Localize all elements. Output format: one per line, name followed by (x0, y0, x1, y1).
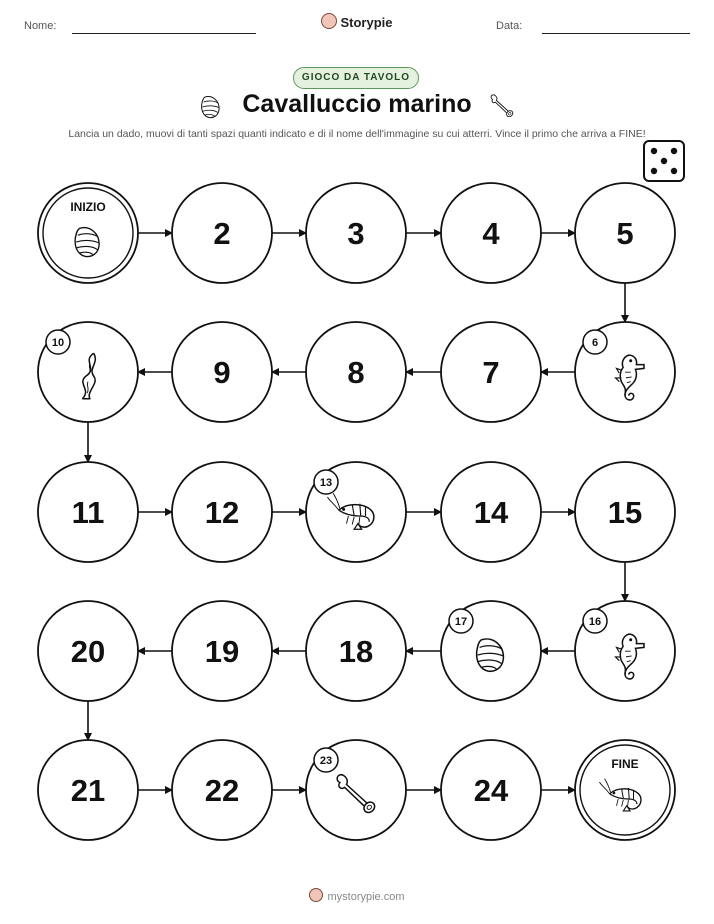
space-number: 3 (347, 216, 365, 251)
board-space-20 (38, 601, 138, 701)
space-number: 17 (454, 616, 468, 628)
board-space-5 (575, 183, 675, 283)
footer-text: mystorypie.com (327, 891, 405, 903)
bone-icon (491, 95, 514, 118)
space-number: 13 (319, 477, 333, 489)
space-number: 16 (588, 616, 602, 628)
board-space-22 (172, 740, 272, 840)
instructions: Lancia un dado, muovi di tanti spazi quanti indicato e di il nome dell'immagine su cui atterri. Vince il primo che arriva a FINE! (68, 128, 646, 140)
brand-name: Storypie (340, 15, 393, 30)
space-number: 10 (51, 337, 65, 349)
bonus-icons (202, 95, 514, 118)
space-number: 22 (204, 773, 240, 808)
board-space-18 (306, 601, 406, 701)
space-circle (575, 740, 675, 840)
storypie-logo-icon (309, 888, 323, 902)
space-number: 7 (482, 355, 500, 390)
board-space-2 (172, 183, 272, 283)
board-space-1 (38, 183, 138, 283)
board-space-17 (441, 601, 541, 701)
space-number: 23 (319, 755, 333, 767)
shell-icon (202, 97, 219, 118)
space-number: 8 (347, 355, 365, 390)
space-number: 14 (473, 495, 509, 530)
board-space-9 (172, 322, 272, 422)
board-space-24 (441, 740, 541, 840)
space-number: 2 (213, 216, 231, 251)
space-number: 4 (482, 216, 500, 251)
name-label: Nome: (24, 20, 57, 32)
page-title: Cavalluccio marino (242, 90, 472, 118)
space-number: 21 (70, 773, 106, 808)
date-label: Data: (496, 20, 523, 32)
space-number: 5 (616, 216, 634, 251)
board-space-6 (575, 322, 675, 422)
board-space-14 (441, 462, 541, 562)
board-space-7 (441, 322, 541, 422)
space-number: 24 (473, 773, 509, 808)
space-number: 11 (71, 495, 105, 530)
board-space-11 (38, 462, 138, 562)
game-type-badge: GIOCO DA TAVOLO (293, 67, 419, 89)
footer-url[interactable] (0, 888, 714, 903)
board-space-8 (306, 322, 406, 422)
board-space-10 (38, 322, 138, 422)
board-space-4 (441, 183, 541, 283)
end-label: FINE (611, 757, 639, 771)
space-number: 18 (338, 634, 374, 669)
board-space-12 (172, 462, 272, 562)
start-label: INIZIO (70, 200, 106, 214)
space-number: 20 (70, 634, 106, 669)
board-spaces (38, 183, 675, 840)
space-number: 19 (204, 634, 240, 669)
board-space-25 (575, 740, 675, 840)
space-number: 15 (607, 495, 643, 530)
board-space-15 (575, 462, 675, 562)
space-number: 12 (204, 495, 240, 530)
board-space-23 (306, 740, 406, 840)
board-space-16 (575, 601, 675, 701)
board-space-21 (38, 740, 138, 840)
space-number: 9 (213, 355, 231, 390)
board-space-13 (306, 462, 406, 562)
dice-five-icon (644, 141, 684, 181)
space-number: 6 (591, 337, 599, 349)
board-space-3 (306, 183, 406, 283)
board-space-19 (172, 601, 272, 701)
